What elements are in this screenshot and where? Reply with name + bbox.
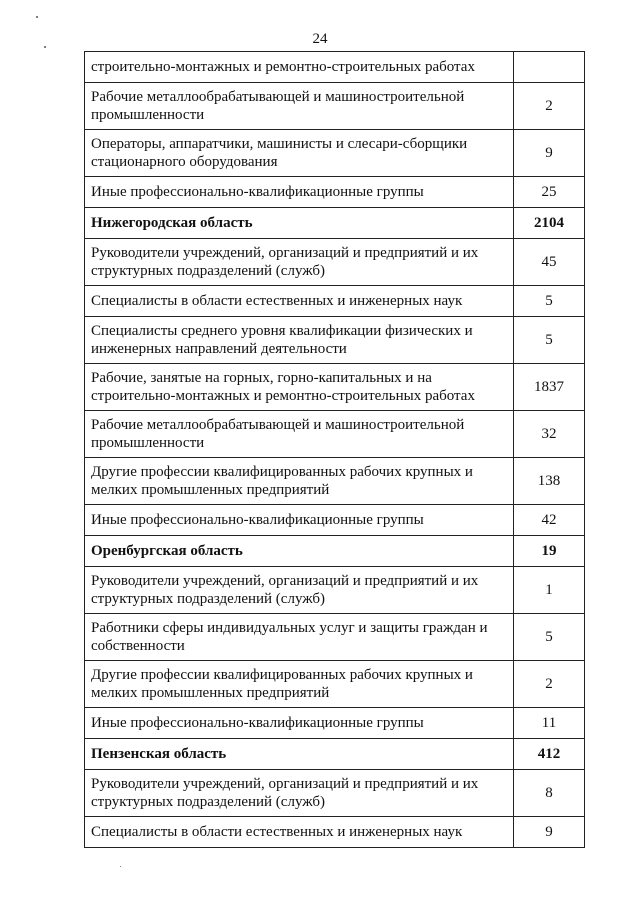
table-row <box>85 239 585 286</box>
table-row <box>85 770 585 817</box>
occupation-group-label: Руководители учреждений, организаций и предприятий и их структурных подразделений (служб) <box>85 239 514 286</box>
table-row <box>85 458 585 505</box>
occupation-group-label: строительно-монтажных и ремонтно-строительных работах <box>85 52 514 83</box>
occupation-group-label: Иные профессионально-квалификационные группы <box>85 708 514 739</box>
table-row <box>85 614 585 661</box>
table-row <box>85 505 585 536</box>
occupation-group-label: Операторы, аппаратчики, машинисты и слесари-сборщики стационарного оборудования <box>85 130 514 177</box>
occupation-group-count: 9 <box>514 817 585 848</box>
occupation-group-label: Рабочие, занятые на горных, горно-капитальных и на строительно-монтажных и ремонтно-строительных работах <box>85 364 514 411</box>
table-row <box>85 817 585 848</box>
region-total: 19 <box>514 536 585 567</box>
table-row <box>85 567 585 614</box>
occupation-group-count: 9 <box>514 130 585 177</box>
region-name: Нижегородская область <box>85 208 514 239</box>
occupation-group-label: Работники сферы индивидуальных услуг и защиты граждан и собственности <box>85 614 514 661</box>
table-row <box>85 317 585 364</box>
occupation-group-label: Специалисты среднего уровня квалификации физических и инженерных направлений деятельности <box>85 317 514 364</box>
table-row <box>85 708 585 739</box>
occupation-group-count: 32 <box>514 411 585 458</box>
occupation-group-label: Руководители учреждений, организаций и предприятий и их структурных подразделений (служб) <box>85 770 514 817</box>
occupation-group-count: 1837 <box>514 364 585 411</box>
occupation-group-count: 42 <box>514 505 585 536</box>
occupation-group-label: Специалисты в области естественных и инженерных наук <box>85 286 514 317</box>
scan-speck <box>36 16 38 18</box>
occupation-group-count: 45 <box>514 239 585 286</box>
table-row <box>85 130 585 177</box>
occupation-table <box>84 51 585 848</box>
table-row <box>85 83 585 130</box>
table-body <box>85 52 585 848</box>
table-row <box>85 177 585 208</box>
region-row <box>85 739 585 770</box>
scan-speck <box>120 866 121 867</box>
occupation-group-label: Специалисты в области естественных и инженерных наук <box>85 817 514 848</box>
occupation-group-count: 138 <box>514 458 585 505</box>
occupation-group-count: 2 <box>514 661 585 708</box>
occupation-group-label: Руководители учреждений, организаций и предприятий и их структурных подразделений (служб) <box>85 567 514 614</box>
scan-speck <box>44 46 46 48</box>
table-row <box>85 411 585 458</box>
occupation-group-count: 11 <box>514 708 585 739</box>
occupation-group-label: Рабочие металлообрабатывающей и машиностроительной промышленности <box>85 411 514 458</box>
region-row <box>85 536 585 567</box>
table-row <box>85 661 585 708</box>
occupation-group-label: Другие профессии квалифицированных рабочих крупных и мелких промышленных предприятий <box>85 458 514 505</box>
occupation-group-label: Иные профессионально-квалификационные группы <box>85 505 514 536</box>
table-row <box>85 286 585 317</box>
occupation-group-label: Другие профессии квалифицированных рабочих крупных и мелких промышленных предприятий <box>85 661 514 708</box>
region-row <box>85 208 585 239</box>
region-name: Оренбургская область <box>85 536 514 567</box>
region-total: 2104 <box>514 208 585 239</box>
occupation-group-count: 8 <box>514 770 585 817</box>
occupation-group-label: Рабочие металлообрабатывающей и машиностроительной промышленности <box>85 83 514 130</box>
region-name: Пензенская область <box>85 739 514 770</box>
occupation-group-label: Иные профессионально-квалификационные группы <box>85 177 514 208</box>
table-row <box>85 364 585 411</box>
occupation-group-count: 2 <box>514 83 585 130</box>
page-number: 24 <box>312 31 328 47</box>
occupation-group-count: 5 <box>514 614 585 661</box>
occupation-group-count: 5 <box>514 317 585 364</box>
occupation-group-count: 1 <box>514 567 585 614</box>
occupation-group-count <box>514 52 585 83</box>
occupation-group-count: 5 <box>514 286 585 317</box>
table-row <box>85 52 585 83</box>
region-total: 412 <box>514 739 585 770</box>
occupation-group-count: 25 <box>514 177 585 208</box>
